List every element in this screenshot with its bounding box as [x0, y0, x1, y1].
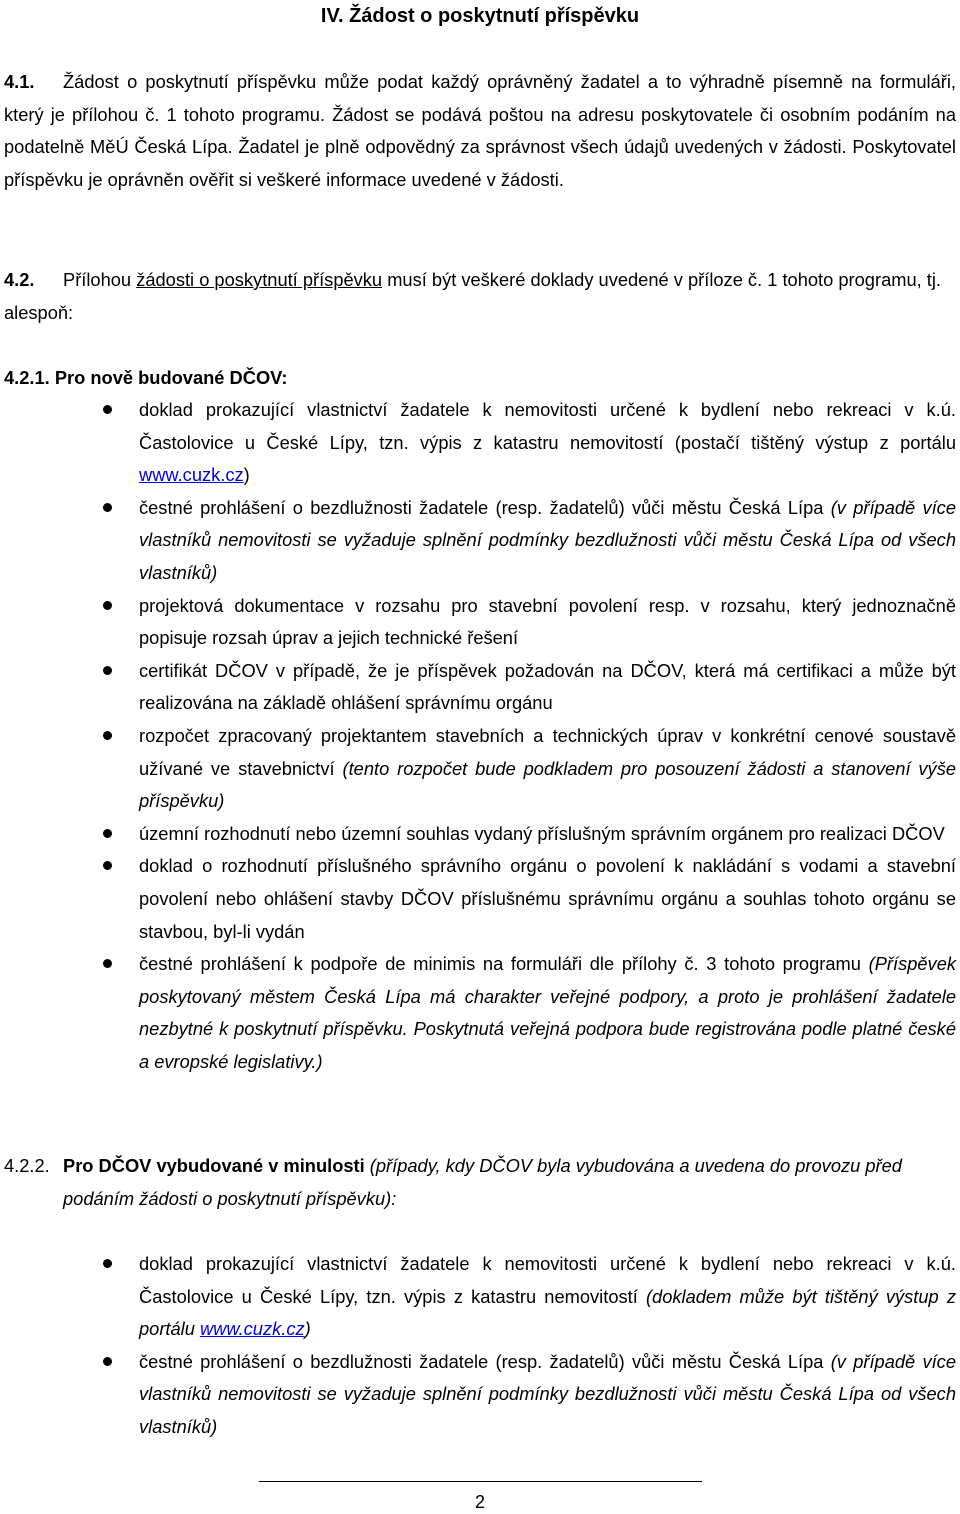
subsection-heading-4-2-1: [4, 362, 956, 395]
list-item: [0, 1346, 960, 1444]
bullet-icon: [103, 1357, 112, 1366]
item-italic-text: (v případě více vlastníků nemovitosti se vyžaduje splnění podmínky bezdlužnosti vůči městu Česká Lípa od všech vlastníků): [139, 496, 956, 583]
list-item: [0, 394, 960, 492]
list-item: [0, 1248, 960, 1346]
item-text: doklad o rozhodnutí příslušného správního orgánu o povolení k nakládání s vodami a stavební povolení nebo ohlášení stavby DČOV příslušnému správnímu orgánu a souhlas tohoto orgánu se stavbou, byl-li vydán: [139, 855, 956, 942]
bullet-icon: [103, 959, 112, 968]
item-text-after: ): [304, 1318, 311, 1340]
item-text: projektová dokumentace v rozsahu pro stavební povolení resp. v rozsahu, který jednoznačně popisuje rozsah úprav a jejich technické řešení: [139, 594, 956, 649]
cuzk-link[interactable]: www.cuzk.cz: [139, 464, 244, 486]
item-text: čestné prohlášení o bezdlužnosti žadatele (resp. žadatelů) vůči městu Česká Lípa: [139, 1350, 831, 1372]
list-item: [0, 655, 960, 720]
bullet-icon: [103, 861, 112, 870]
list-item: [0, 720, 960, 818]
list-item: [0, 818, 960, 851]
paragraph-text: [4, 264, 956, 329]
list-item: [0, 492, 960, 590]
bullet-icon: [103, 731, 112, 740]
item-italic-text: (Příspěvek poskytovaný městem Česká Lípa má charakter veřejné podpory, a proto je prohlášení žadatele nezbytné k poskytnutí příspěvku. Poskytnutá veřejná podpora bude registrována podle platné české a evropské legislativy.): [139, 953, 956, 1072]
list-item: [0, 850, 960, 948]
subsection-italic-text: (případy, kdy DČOV byla vybudována a uvedena do provozu před podáním žádosti o poskytnutí příspěvku):: [63, 1155, 902, 1209]
paragraph-number: 4.2.: [4, 269, 35, 290]
bullet-icon: [103, 666, 112, 675]
item-text-after: ): [243, 464, 250, 486]
bullet-icon: [103, 1259, 112, 1268]
list-item: [0, 948, 960, 1078]
item-text: čestné prohlášení k podpoře de minimis na formuláři dle přílohy č. 3 tohoto programu: [139, 953, 869, 975]
item-text: čestné prohlášení o bezdlužnosti žadatele (resp. žadatelů) vůči městu Česká Lípa: [139, 496, 831, 518]
item-text: územní rozhodnutí nebo územní souhlas vydaný příslušným správním orgánem pro realizaci DČOV: [139, 822, 945, 844]
bullet-icon: [103, 503, 112, 512]
item-italic-text: (dokladem může být tištěný výstup z portálu: [139, 1285, 957, 1340]
bullet-icon: [103, 829, 112, 838]
item-text: doklad prokazující vlastnictví žadatele k nemovitosti určené k bydlení nebo rekreaci v k.ú. Častolovice u České Lípy, tzn. výpis z katastru nemovitostí (postačí tištěný výstup z portálu: [139, 399, 956, 453]
subsection-number: 4.2.2.: [4, 1155, 50, 1176]
item-text: rozpočet zpracovaný projektantem stavebních a technických úprav v konkrétní cenové soustavě užívané ve stavebnictví: [139, 724, 956, 779]
subsection-heading: [63, 1150, 956, 1215]
item-italic-text: (tento rozpočet bude podkladem pro posouzení žádosti a stanovení výše příspěvku): [139, 757, 957, 812]
paragraph-4-2: [4, 264, 956, 329]
requirements-list-existing: [0, 1248, 960, 1444]
bullet-icon: [103, 405, 112, 414]
requirements-list-new: [0, 394, 960, 1078]
section-title: IV. Žádost o poskytnutí příspěvku: [320, 5, 640, 27]
text-pre: Přílohou: [63, 269, 132, 290]
paragraph-text: Žádost o poskytnutí příspěvku může podat každý oprávněný žadatel a to výhradně písemně na formuláři, který je přílohou č. 1 tohoto programu. Žádost se podává poštou na adresu poskytovatele či osobním podáním na podatelně MěÚ Česká Lípa. Žadatel je plně odpovědný za správnost všech údajů uvedených v žádosti. Poskytovatel příspěvku je oprávněn ověřit si veškeré informace uvedené v žádosti.: [4, 71, 956, 190]
subsection-heading-text: 4.2.1. Pro nově budované DČOV:: [4, 367, 288, 388]
text-post: musí být veškeré doklady uvedené v příloze č. 1 tohoto programu, tj. alespoň:: [4, 269, 942, 323]
subsection-4-2-2: [4, 1150, 956, 1215]
paragraph-number: 4.1.: [4, 71, 35, 92]
footer-divider: [259, 1481, 702, 1482]
item-text: doklad prokazující vlastnictví žadatele k nemovitosti určené k bydlení nebo rekreaci v k.ú. Častolovice u České Lípy, tzn. výpis z katastru nemovitostí: [139, 1253, 956, 1307]
cuzk-link[interactable]: www.cuzk.cz: [199, 1318, 305, 1340]
underlined-text: žádosti o poskytnutí příspěvku: [136, 269, 383, 290]
bullet-icon: [103, 601, 112, 610]
subsection-bold-text: Pro DČOV vybudované v minulosti: [63, 1155, 365, 1176]
list-item: [0, 590, 960, 655]
item-text: certifikát DČOV v případě, že je příspěvek požadován na DČOV, která má certifikaci a může být realizována na základě ohlášení správnímu orgánu: [139, 659, 956, 714]
item-italic-text: (v případě více vlastníků nemovitosti se vyžaduje splnění podmínky bezdlužnosti vůči městu Česká Lípa od všech vlastníků): [139, 1350, 956, 1437]
paragraph-4-1: [4, 66, 956, 196]
page-number: 2: [474, 1492, 485, 1512]
